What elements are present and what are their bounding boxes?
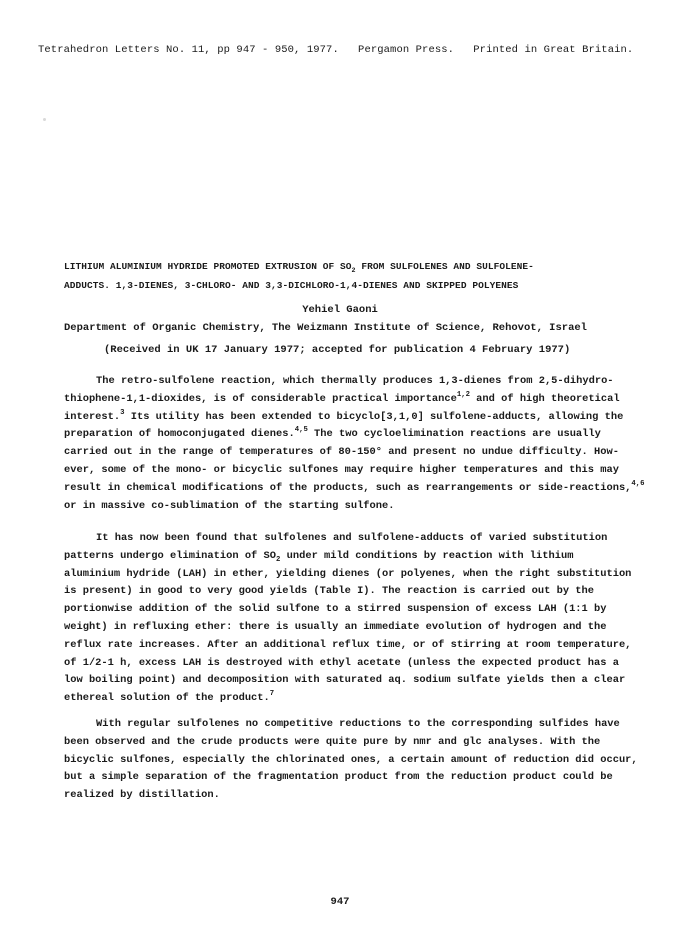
p2-line: low boiling point) and decomposition with saturated aq. sodium sulfate yields then a clear xyxy=(64,674,626,687)
p2-line: is present) in good to very good yields (Table I). The reaction is carried out by the xyxy=(64,585,595,598)
reference-superscript: 7 xyxy=(269,690,275,699)
reference-superscript: 1,2 xyxy=(456,390,470,399)
p1-line xyxy=(64,391,620,409)
paragraph-3 xyxy=(64,716,638,805)
p1-text: Its utility has been extended to bicyclo[3,1,0] sulfolene-adducts, allowing the xyxy=(124,410,624,423)
paragraph-1 xyxy=(64,373,645,515)
author-affiliation: Department of Organic Chemistry, The Weizmann Institute of Science, Rehovot, Israel xyxy=(64,322,587,334)
p2-line: It has now been found that sulfolenes and sulfolene-adducts of varied substitution xyxy=(96,532,608,544)
p1-line: ever, some of the mono- or bicyclic sulfones may require higher temperatures and this may xyxy=(64,463,619,476)
title-line-1-rest: FROM SULFOLENES AND SULFOLENE- xyxy=(355,261,534,272)
p1-line: carried out in the range of temperatures of 80-150° and present no undue difficulty. How- xyxy=(64,446,619,459)
p1-line xyxy=(64,479,645,498)
title-line-1 xyxy=(64,257,624,276)
p1-text: interest. xyxy=(64,410,121,423)
title-line-2: ADDUCTS. 1,3-DIENES, 3-CHLORO- AND 3,3-DICHLORO-1,4-DIENES AND SKIPPED POLYENES xyxy=(64,280,519,291)
reference-superscript: 4,5 xyxy=(294,426,308,435)
p3-line: realized by distillation. xyxy=(64,789,220,802)
p1-text: The two cycloelimination reactions are usually xyxy=(307,428,601,441)
p1-line xyxy=(64,408,624,427)
formula-subscript: 2 xyxy=(276,555,281,564)
p1-line xyxy=(64,426,620,444)
p2-line: weight) in refluxing ether: there is usually an immediate evolution of hydrogen and the xyxy=(64,620,607,633)
p2-line: reflux rate increases. After an additional reflux time, or of stirring at room temperature, xyxy=(64,638,632,651)
p2-text: under mild conditions by reaction with lithium xyxy=(280,549,574,562)
p2-text: ethereal solution of the product. xyxy=(64,692,270,705)
p3-line: but a simple separation of the fragmentation product from the reduction product could be xyxy=(64,771,613,784)
p1-text: result in chemical modifications of the products, such as rearrangements or side-reactions, xyxy=(64,481,632,494)
p1-text: and of high theoretical xyxy=(469,392,620,405)
p2-line xyxy=(64,690,620,708)
p2-text: patterns undergo elimination of SO xyxy=(64,549,277,562)
p2-line: of 1/2-1 h, excess LAH is destroyed with ethyl acetate (unless the expected product has a xyxy=(64,656,619,669)
author-name: Yehiel Gaoni xyxy=(302,304,378,316)
p3-line: With regular sulfolenes no competitive reductions to the corresponding sulfides have xyxy=(96,718,620,730)
paragraph-2 xyxy=(64,530,632,708)
p1-text: preparation of homoconjugated dienes. xyxy=(64,428,295,441)
reference-superscript: 3 xyxy=(120,408,125,417)
page-number: 947 xyxy=(330,896,350,908)
p2-line: aluminium hydride (LAH) in ether, yielding dienes (or polyenes, when the right substitution xyxy=(64,567,632,580)
p1-line: The retro-sulfolene reaction, which thermally produces 1,3-dienes from 2,5-dihydro- xyxy=(96,375,614,387)
journal-running-head: Tetrahedron Letters No. 11, pp 947 - 950, 1977. Pergamon Press. Printed in Great Britain. xyxy=(38,44,634,56)
received-dates: (Received in UK 17 January 1977; accepted for publication 4 February 1977) xyxy=(104,344,571,356)
title-subscript: 2 xyxy=(351,266,356,274)
reference-superscript: 4,6 xyxy=(631,479,645,488)
p1-text: thiophene-1,1-dioxides, is of considerable practical importance xyxy=(64,392,457,405)
p2-line: portionwise addition of the solid sulfone to a stirred suspension of excess LAH (1:1 by xyxy=(64,603,607,616)
p2-line xyxy=(64,548,620,566)
p3-line: been observed and the crude products were quite pure by nmr and glc analyses. With the xyxy=(64,735,601,748)
scan-speck xyxy=(43,118,46,121)
p1-line: or in massive co-sublimation of the starting sulfone. xyxy=(64,499,395,512)
title-line-1-text: LITHIUM ALUMINIUM HYDRIDE PROMOTED EXTRUSION OF SO xyxy=(64,261,352,272)
p3-line: bicyclic sulfones, especially the chlorinated ones, a certain amount of reduction did occur, xyxy=(64,753,638,766)
article-title xyxy=(64,257,624,295)
